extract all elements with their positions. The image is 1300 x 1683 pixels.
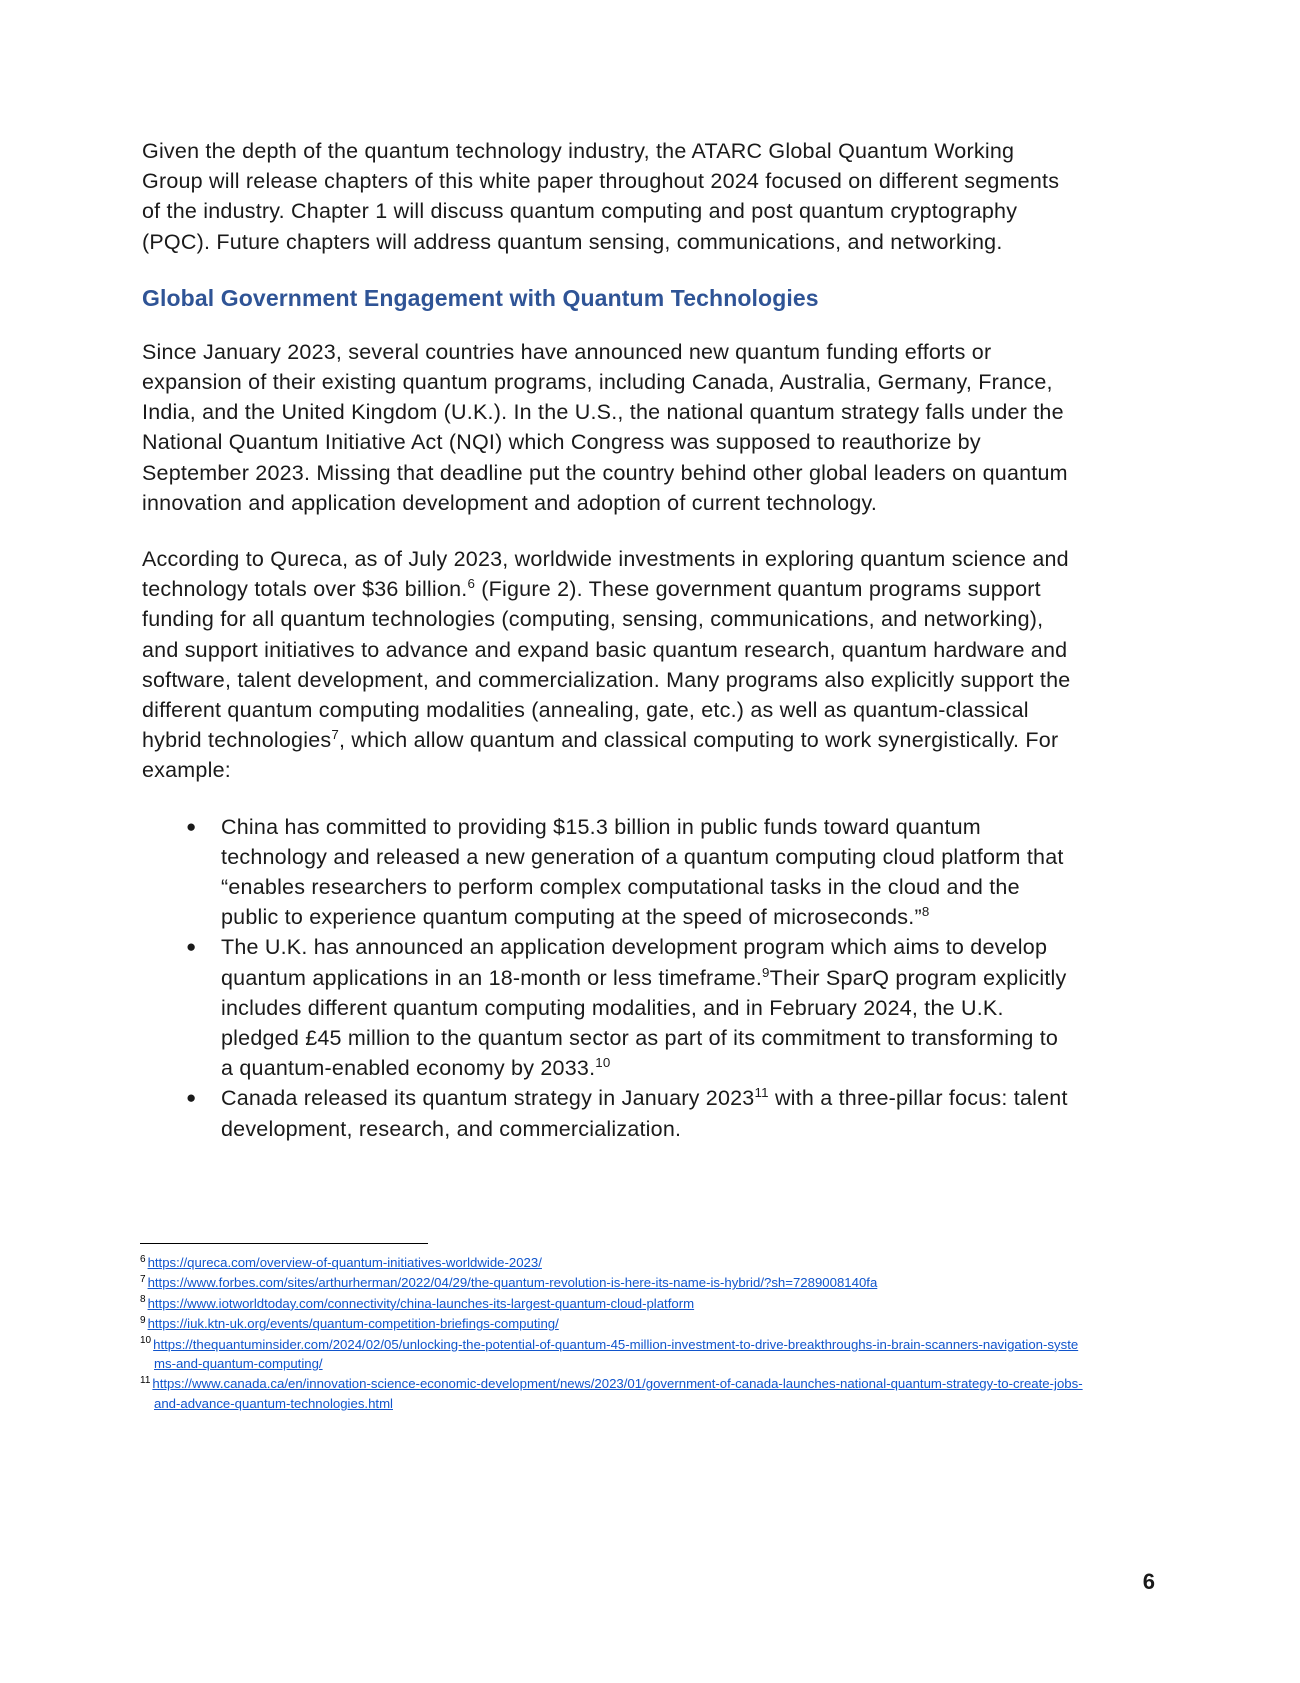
examples-list-wrapper bbox=[142, 812, 1072, 1144]
footnote-link[interactable]: https://www.iotworldtoday.com/connectivity/china-launches-its-largest-quantum-cloud-platform bbox=[147, 1295, 695, 1311]
para2-text-c: , which allow quantum and classical computing to work synergistically. For example: bbox=[142, 728, 1059, 783]
footnote-number: 8 bbox=[140, 1294, 146, 1306]
footnote-number: 6 bbox=[140, 1253, 146, 1265]
section-paragraph-2 bbox=[142, 544, 1072, 786]
list-item bbox=[142, 812, 1072, 933]
bullet-icon: ● bbox=[186, 816, 197, 836]
para2-text-a: According to Qureca, as of July 2023, worldwide investments in exploring quantum science and technology totals over $36 billion. bbox=[142, 547, 1069, 602]
footnote-ref-8[interactable]: 8 bbox=[921, 904, 930, 920]
footnote-number: 9 bbox=[140, 1314, 146, 1326]
footnote-ref-7[interactable]: 7 bbox=[331, 727, 339, 743]
page-number: 6 bbox=[1142, 1569, 1155, 1594]
bullet-2-text-b: Their SparQ program explicitly includes different quantum computing modalities, and in February 2024, the U.K. pledged £45 million to the quantum sector as part of its commitment to transforming to a quantum-enabled economy by 2033. bbox=[221, 965, 1067, 1081]
bullet-2-text-a: The U.K. has announced an application development program which aims to develop quantum applications in an 18-month or less timeframe. bbox=[221, 935, 1048, 990]
footnotes-section bbox=[140, 1243, 1083, 1414]
examples-list bbox=[142, 812, 1072, 1144]
page-content bbox=[142, 136, 1072, 1144]
footnote-ref-6[interactable]: 6 bbox=[467, 576, 476, 592]
list-item bbox=[142, 932, 1072, 1083]
footnote-ref-9[interactable]: 9 bbox=[762, 964, 770, 980]
footnote-link[interactable]: https://qureca.com/overview-of-quantum-initiatives-worldwide-2023/ bbox=[147, 1255, 542, 1270]
footnote-7 bbox=[140, 1273, 1080, 1292]
footnote-link[interactable]: https://iuk.ktn-uk.org/events/quantum-competition-briefings-computing/ bbox=[147, 1316, 559, 1332]
footnote-number: 11 bbox=[140, 1375, 151, 1387]
bullet-1-text-a: China has committed to providing $15.3 billion in public funds toward quantum technology and released a new generation of a quantum computing cloud platform that “enables researchers to perform complex computational tasks in the cloud and the public to experience quantum computing at the speed of microseconds.” bbox=[221, 814, 1064, 930]
para2-text-b: (Figure 2). These government quantum programs support funding for all quantum technologies (computing, sensing, communications, and networking), and support initiatives to advance and expand basic quantum research, quantum hardware and software, talent development, and commercialization. Many programs also explicitly support the different quantum computing modalities (annealing, gate, etc.) as well as quantum-classical hybrid technologies bbox=[142, 577, 1071, 753]
intro-paragraph: Given the depth of the quantum technology industry, the ATARC Global Quantum Working Group will release chapters of this white paper throughout 2024 focused on different segments of the industry. Chapter 1 will discuss quantum computing and post quantum cryptography (PQC). Future chapters will address quantum sensing, communications, and networking. bbox=[142, 139, 1060, 254]
bullet-3-text-b: with a three-pillar focus: talent development, research, and commercialization. bbox=[221, 1086, 1068, 1141]
footnote-link[interactable]: https://www.forbes.com/sites/arthurherman/2022/04/29/the-quantum-revolution-is-here-its-name-is-hybrid/?sh=7289008140fa bbox=[147, 1275, 878, 1291]
list-item bbox=[142, 1083, 1072, 1143]
footnote-ref-11[interactable]: 11 bbox=[754, 1085, 769, 1101]
footnote-link[interactable]: https://thequantuminsider.com/2024/02/05/unlocking-the-potential-of-quantum-45-million-investment-to-drive-breakthroughs-in-brain-scanners-navigation-systems-and-quantum-computing/ bbox=[153, 1336, 1079, 1372]
footnote-11 bbox=[140, 1374, 1089, 1413]
section-paragraph-1: Since January 2023, several countries have announced new quantum funding efforts or expansion of their existing quantum programs, including Canada, Australia, Germany, France, India, and the United Kingdom (U.K.). In the U.S., the national quantum strategy falls under the National Quantum Initiative Act (NQI) which Congress was supposed to reauthorize by September 2023. Missing that deadline put the country behind other global leaders on quantum innovation and application development and adoption of current technology. bbox=[142, 339, 1068, 515]
footnote-number: 10 bbox=[140, 1335, 152, 1347]
footnote-ref-10[interactable]: 10 bbox=[595, 1055, 611, 1071]
footnote-9 bbox=[140, 1314, 1080, 1333]
bullet-icon: ● bbox=[186, 1088, 197, 1108]
bullet-icon: ● bbox=[186, 937, 197, 957]
footnote-6 bbox=[140, 1253, 1080, 1272]
section-heading: Global Government Engagement with Quantum Technologies bbox=[142, 284, 819, 311]
bullet-3-text-a: Canada released its quantum strategy in January 2023 bbox=[221, 1086, 755, 1111]
footnote-number: 7 bbox=[140, 1274, 146, 1286]
footnote-separator-rule bbox=[140, 1243, 428, 1244]
footnote-10 bbox=[140, 1335, 1089, 1374]
footnote-8 bbox=[140, 1294, 1080, 1313]
footnote-link[interactable]: https://www.canada.ca/en/innovation-science-economic-development/news/2023/01/government-of-canada-launches-national-quantum-strategy-to-create-jobs-and-advance-quantum-technologies.html bbox=[152, 1376, 1083, 1411]
